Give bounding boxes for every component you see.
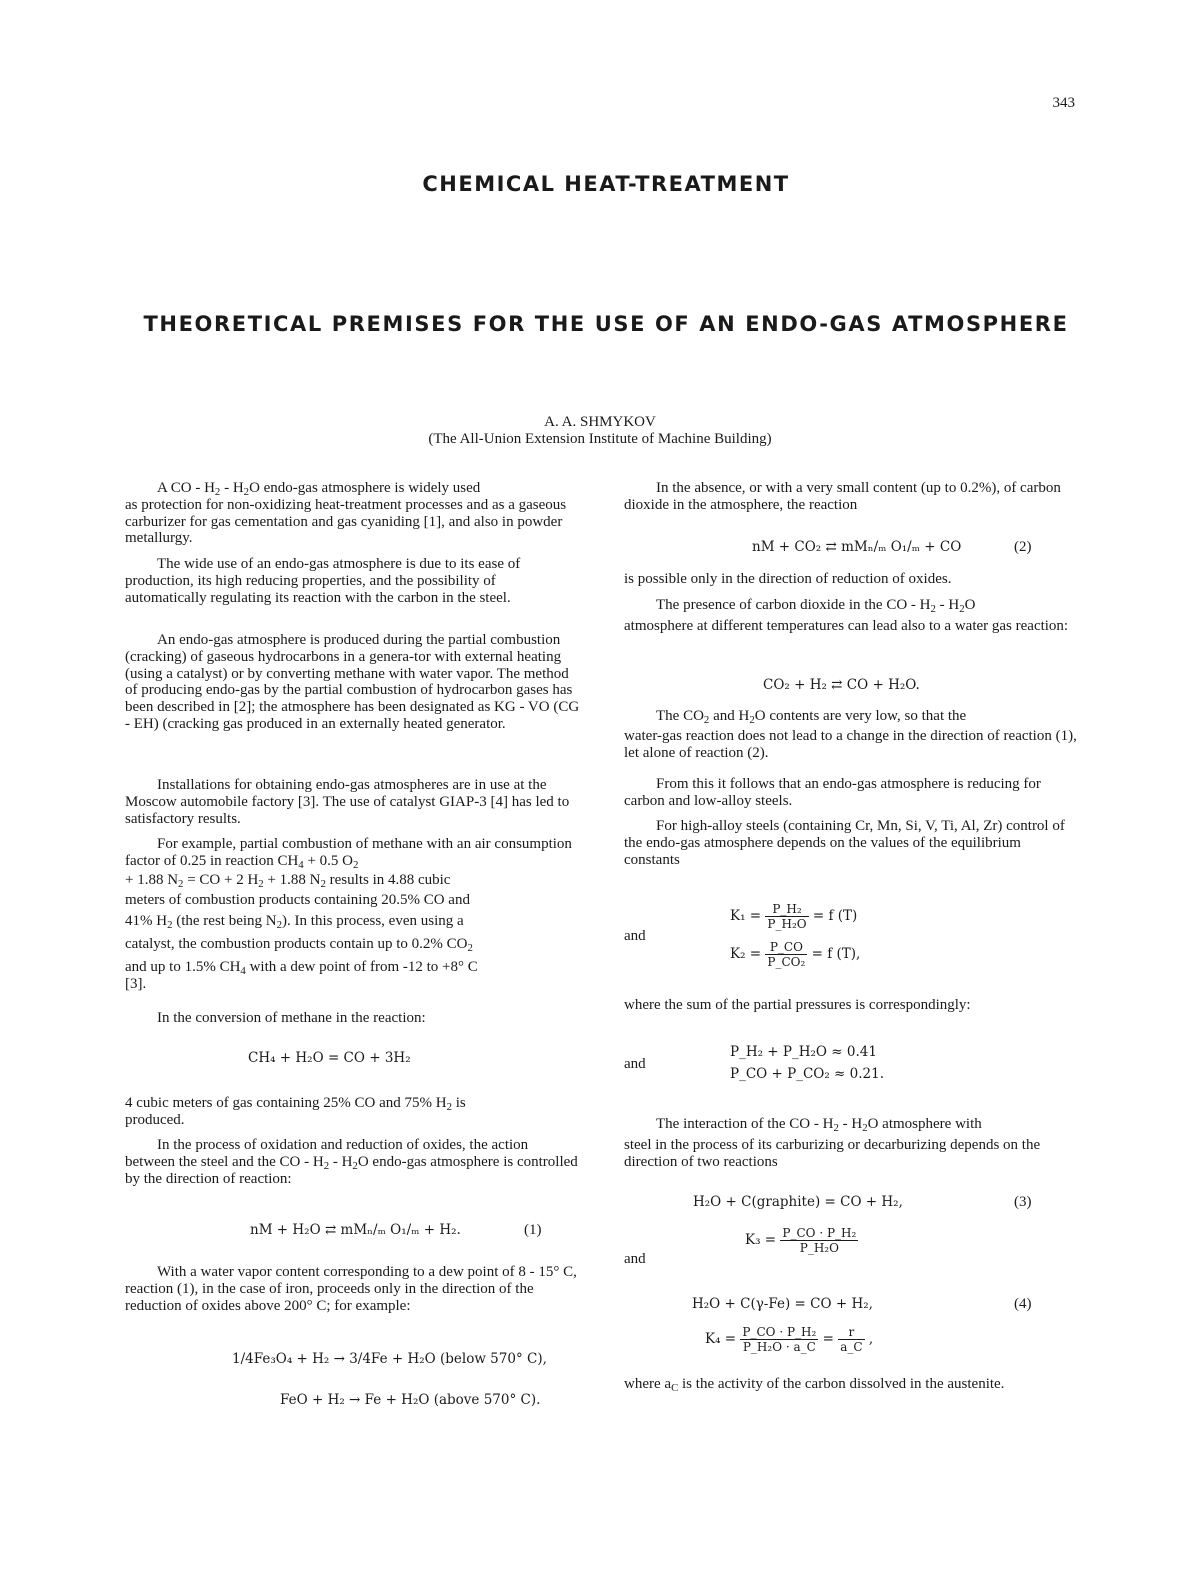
left-paragraph-6: In the conversion of methane in the reaction:: [157, 1010, 426, 1026]
equation-k4: K₄ = $\frac{\text{P\_CO · P\_H₂}}{\text{P\_H₂O · a\_C}}$ = $\frac{r}{a\_C}$ ,: [705, 1325, 874, 1354]
and-label-1: and: [624, 928, 646, 944]
left-paragraph-9: With a water vapor content corresponding to a dew point of 8 - 15° C, reaction (1), in the case of iron, proceeds only in the direction of the reduction of oxides above 200° C; for example:: [125, 1264, 577, 1314]
equation-1: nM + H₂O ⇄ mMₙ/ₘ O₁/ₘ + H₂.: [250, 1222, 461, 1238]
equation-3: H₂O + C(graphite) = CO + H₂,: [693, 1194, 903, 1210]
right-paragraph-3: The presence of carbon dioxide in the CO - $H_2 - H_2O$ atmosphere at different temperatures can lead also to a water gas reaction:: [624, 597, 1069, 634]
author-name: A. A. SHMYKOV: [544, 414, 656, 430]
equation-2-number: (2): [1014, 539, 1032, 555]
right-paragraph-6: For high-alloy steels (containing Cr, Mn, Si, V, Ti, Al, Zr) control of the endo-gas atmosphere depends on the values of the equilibrium constants: [624, 818, 1065, 868]
article-title: THEORETICAL PREMISES FOR THE USE OF AN ENDO-GAS ATMOSPHERE: [143, 312, 1069, 336]
right-paragraph-2: is possible only in the direction of reduction of oxides.: [624, 571, 952, 587]
equation-4-number: (4): [1014, 1296, 1032, 1312]
right-paragraph-7: where the sum of the partial pressures is correspondingly:: [624, 997, 971, 1013]
author-block: [400, 414, 800, 448]
left-paragraph-2: The wide use of an endo-gas atmosphere is due to its ease of production, its high reducing properties, and the possibility of automatically regulating its reaction with the carbon in the steel.: [125, 556, 521, 606]
equation-2: nM + CO₂ ⇄ mMₙ/ₘ O₁/ₘ + CO: [752, 539, 962, 555]
equation-1-number: (1): [524, 1222, 542, 1238]
equation-k2: K₂ = $\frac{P\_CO}{\text{P\_CO₂}}$ = f (T),: [730, 940, 861, 969]
left-paragraph-3: An endo-gas atmosphere is produced during the partial combustion (cracking) of gaseous hydrocarbons in a genera-tor with external heating (using a catalyst) or by converting methane with water vapor. The method of producing endo-gas by the partial combustion of hydrocarbon gases has been described in [2]; the atmosphere has been designated as KG - VO (CG - EH) (cracking gas produced in an externally heated generator.: [125, 632, 580, 732]
equation-4: H₂O + C(γ-Fe) = CO + H₂,: [692, 1296, 873, 1312]
author-affiliation: (The All-Union Extension Institute of Machine Building): [428, 431, 772, 447]
page-number: 343: [1052, 95, 1075, 111]
right-paragraph-9: where $a_C$ is the activity of the carbon dissolved in the austenite.: [624, 1376, 1005, 1394]
equation-pressure-sum-h: P_H₂ + P_H₂O ≈ 0.41: [730, 1044, 877, 1060]
and-label-2: and: [624, 1056, 646, 1072]
equation-water-gas: CO₂ + H₂ ⇄ CO + H₂O.: [763, 677, 920, 693]
equation-pressure-sum-co: P_CO + P_CO₂ ≈ 0.21.: [730, 1066, 885, 1082]
right-paragraph-4: The $CO_2$ and $H_2O$ contents are very low, so that the water-gas reaction does not lead to a change in the direction of reaction (1), let alone of reaction (2).: [624, 708, 1077, 761]
left-paragraph-5: For example, partial combustion of methane with an air consumption factor of 0.25 in reaction $CH_4 + 0.5$ $O_2$ + 1.88 $N_2$ = CO + 2 $H_2 + 1.88$ $N_2$ results in 4.88 cubic meters of combustion products containing 20.5% CO and 41% $H_2$ (the rest being $N_2$). In this process, even using a catalyst, the combustion products contain up to 0.2% $CO_2$ and up to 1.5% $CH_4$ with a dew point of from -12 to +8° C [3].: [125, 836, 572, 992]
equation-3-number: (3): [1014, 1194, 1032, 1210]
left-paragraph-8: In the process of oxidation and reduction of oxides, the action between the steel and the CO - $H_2 - H_2O$ endo-gas atmosphere is controlled by the direction of reaction:: [125, 1137, 578, 1187]
right-paragraph-8: The interaction of the CO - $H_2 - H_2O$ atmosphere with steel in the process of its carburizing or decarburizing depends on the direction of two reactions: [624, 1116, 1041, 1170]
equation-feo-reduction: FeO + H₂ → Fe + H₂O (above 570° C).: [280, 1392, 541, 1408]
section-heading: CHEMICAL HEAT-TREATMENT: [422, 172, 790, 196]
equation-fe3o4-reduction: 1/4Fe₃O₄ + H₂ → 3/4Fe + H₂O (below 570° C),: [232, 1351, 547, 1367]
equation-methane-conversion: CH₄ + H₂O = CO + 3H₂: [248, 1050, 411, 1066]
right-paragraph-1: In the absence, or with a very small content (up to 0.2%), of carbon dioxide in the atmosphere, the reaction: [624, 480, 1061, 513]
left-paragraph-4: Installations for obtaining endo-gas atmospheres are in use at the Moscow automobile factory [3]. The use of catalyst GIAP-3 [4] has led to satisfactory results.: [125, 777, 570, 827]
equation-k1: K₁ = $\frac{\text{P\_H₂}}{\text{P\_H₂O}}$ = f (T): [730, 902, 858, 931]
left-paragraph-7: 4 cubic meters of gas containing 25% CO and 75% $H_2$ is produced.: [125, 1095, 466, 1128]
left-paragraph-1: A CO - $H_2 - H_2O$ endo-gas atmosphere is widely used as protection for non-oxidizing heat-treatment processes and as a gaseous carburizer for gas cementation and gas cyaniding [1], and also in powder metallurgy.: [125, 480, 567, 547]
and-label-3: and: [624, 1251, 646, 1267]
right-paragraph-5: From this it follows that an endo-gas atmosphere is reducing for carbon and low-alloy steels.: [624, 776, 1041, 809]
equation-k3: K₃ = $\frac{\text{P\_CO · P\_H₂}}{\text{P\_H₂O}}$: [745, 1226, 857, 1255]
